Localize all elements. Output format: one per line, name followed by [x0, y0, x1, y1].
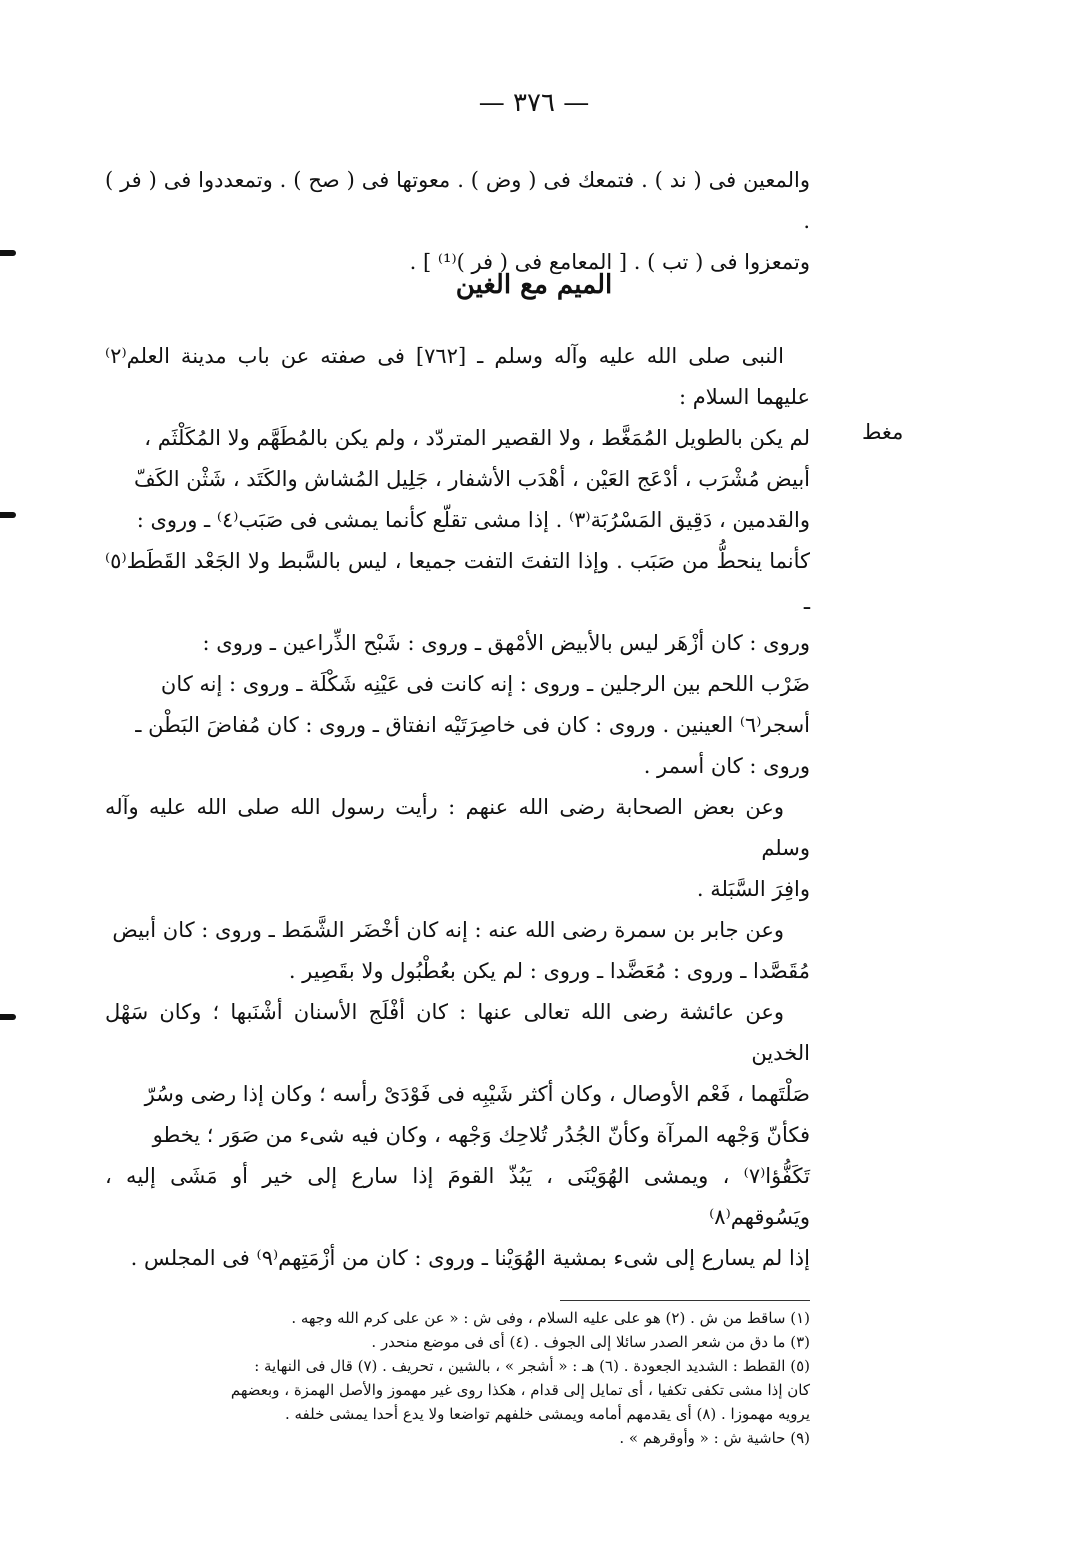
text-line: وافِرَ السَّبَلة .: [696, 877, 810, 901]
body-text: [105, 336, 810, 1279]
text-line: النبى صلى الله عليه وآله وسلم ـ [٧٦٢] فى صفته عن باب مدينة العلم⁽٢⁾ عليهما السلام :: [105, 344, 810, 409]
intro-text: [105, 160, 810, 283]
text-line: والمعين فى ( ند ) . فتمعك فى ( وض ) . معوتها فى ( صح ) . وتمعددوا فى ( فر ) .: [105, 168, 810, 233]
text-line: لم يكن بالطويل المُمَغَّط ، ولا القصير المتردّد ، ولم يكن بالمُطَهَّم ولا المُكَلْثَم ،: [144, 426, 810, 450]
text-line: صَلْتَهما ، فَعْم الأوصال ، وكان أكثر شَيْبِه فى فَوْدَىْ رأسه ؛ وكان إذا رضى وسُرّ: [144, 1082, 810, 1106]
text-line: وعن عائشة رضى الله تعالى عنها : كان أفْلَج الأسنان أشْنَبها ؛ وكان سَهْل الخدين: [105, 1000, 810, 1065]
text-line: أسجر⁽٦⁾ العينين . وروى : كان فى خاصِرَتَيْه انفتاق ـ وروى : كان مُفاضَ البَطْن ـ: [135, 713, 810, 737]
footnote-line: (٣) ما دق من شعر الصدر سائلا إلى الجوف . (٤) أى فى موضع منحدر .: [371, 1333, 810, 1351]
footnote-line: (١) ساقط من ش . (٢) هو على عليه السلام ، وفى ش : « عن على كرم الله وجهه .: [291, 1309, 810, 1327]
footnote-line: يرويه مهموزا . (٨) أى يقدمهم أمامه ويمشى خلفهم تواضعا ولا يدع أحدا يمشى خلفه .: [284, 1405, 810, 1423]
margin-note: مغط: [862, 420, 904, 444]
text-line: وروى : كان أزْهَر ليس بالأبيض الأمْهق ـ وروى : شَبْح الذِّراعين ـ وروى :: [202, 631, 810, 655]
text-line: مُقَصَّدا ـ وروى : مُعَضَّدا ـ وروى : لم يكن بعُطْبُول ولا بقَصِير .: [288, 959, 810, 983]
scan-edge-mark: [0, 250, 16, 256]
page-number: — ٣٧٦ —: [478, 88, 590, 118]
text-line: أبيض مُشْرَب ، أدْعَج العَيْن ، أهْدَب الأشفار ، جَلِيل المُشاش والكَتَد ، شَثْن الكَفّ: [133, 467, 810, 491]
text-line: وتمعزوا فى ( تب ) . [ المعامع فى ( فر )⁽¹⁾ ] .: [409, 250, 810, 274]
section-heading: الميم مع الغين: [455, 270, 613, 300]
text-line: كأنما ينحطُّ من صَبَب . وإذا التفتَ التفت جميعا ، ليس بالسَّبط ولا الجَعْد القَطَط⁽٥⁾ ـ: [105, 549, 810, 614]
text-line: وعن بعض الصحابة رضى الله عنهم : رأيت رسول الله صلى الله عليه وآله وسلم: [105, 795, 810, 860]
scan-edge-mark: [0, 512, 16, 518]
footnote-line: (٩) حاشية ش : « وأوقرهم » .: [619, 1429, 810, 1447]
text-line: ضَرْب اللحم بين الرجلين ـ وروى : إنه كانت فى عَيْنِه شَكْلَة ـ وروى : إنه كان: [160, 672, 810, 696]
footnote-line: (٥) القطط : الشديد الجعودة . (٦) هـ : « أشجر » ، بالشين ، تحريف . (٧) قال فى النهاية :: [254, 1357, 810, 1375]
text-line: تَكَفُّؤا⁽٧⁾ ، ويمشى الهُوَيْنَى ، يَبُذّ القومَ إذا سارع إلى خير أو مَشَى إليه ، ويَسُوقهم⁽٨⁾: [105, 1164, 810, 1229]
footnotes: [105, 1306, 810, 1450]
text-line: إذا لم يسارع إلى شىء بمشية الهُوَيْنا ـ وروى : كان من أزْمَتِهم⁽٩⁾ فى المجلس .: [130, 1246, 810, 1270]
scan-edge-mark: [0, 1014, 16, 1020]
footnote-line: كان إذا مشى تكفى تكفيا ، أى تمايل إلى قدام ، هكذا روى غير مهموز والأصل الهمزة ، وبعضهم: [230, 1381, 810, 1399]
text-line: فكأنّ وَجْهه المرآة وكأنّ الجُدُر تُلاحِك وَجْهه ، وكان فيه شىء من صَوَر ؛ يخطو: [152, 1123, 810, 1147]
text-line: وعن جابر بن سمرة رضى الله عنه : إنه كان أخْضَر الشَّمَط ـ وروى : كان أبيض: [112, 918, 784, 942]
text-line: وروى : كان أسمر .: [643, 754, 810, 778]
footnote-divider: [560, 1300, 810, 1301]
text-line: والقدمين ، دَقِيق المَسْرُبَة⁽٣⁾ . إذا مشى تقلّع كأنما يمشى فى صَبَب⁽٤⁾ ـ وروى :: [136, 508, 810, 532]
